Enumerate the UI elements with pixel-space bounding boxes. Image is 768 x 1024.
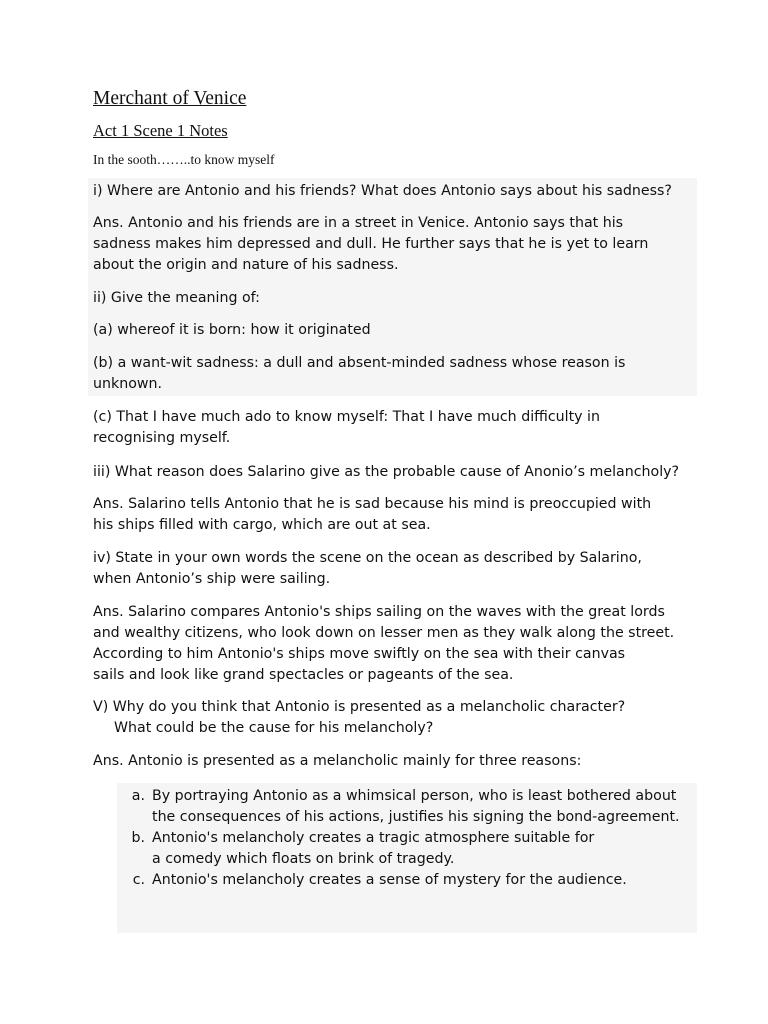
meaning-line: (b) a want-wit sadness: a dull and absent-minded sadness whose reason is (93, 355, 626, 371)
meaning-line: unknown. (93, 376, 162, 392)
page-subtitle: Act 1 Scene 1 Notes (93, 121, 228, 140)
question-line: iv) State in your own words the scene on the ocean as described by Salarino, (93, 550, 642, 566)
question-line: when Antonio’s ship were sailing. (93, 571, 331, 587)
answer-line: Ans. Salarino tells Antonio that he is sad because his mind is preoccupied with (93, 496, 652, 512)
list-item-line: By portraying Antonio as a whimsical person, who is least bothered about (152, 788, 677, 804)
answer-1 (93, 213, 703, 276)
meaning-c (93, 407, 703, 449)
page-title: Merchant of Venice (93, 88, 247, 109)
answer-line: and wealthy citizens, who look down on lesser men as they walk along the street. (93, 625, 675, 641)
meaning-line: recognising myself. (93, 430, 231, 446)
answer-line: Ans. Antonio and his friends are in a street in Venice. Antonio says that his (93, 215, 624, 231)
answer-line: about the origin and nature of his sadness. (93, 257, 399, 273)
answer-line: According to him Antonio's ships move swiftly on the sea with their canvas (93, 646, 626, 662)
list-marker: b. (131, 830, 145, 846)
reasons-list (118, 786, 698, 891)
question-4 (93, 548, 703, 590)
answer-4 (93, 602, 703, 686)
meaning-line: (c) That I have much ado to know myself: That I have much difficulty in (93, 409, 600, 425)
answer-line: sadness makes him depressed and dull. He further says that he is yet to learn (93, 236, 649, 252)
answer-line: sails and look like grand spectacles or pageants of the sea. (93, 667, 514, 683)
passage-range: In the sooth……..to know myself (93, 152, 275, 167)
answer-3 (93, 494, 703, 536)
answer-line: Ans. Salarino compares Antonio's ships sailing on the waves with the great lords (93, 604, 665, 620)
list-item-line: Antonio's melancholy creates a tragic atmosphere suitable for (152, 830, 595, 846)
answer-line: his ships filled with cargo, which are out at sea. (93, 517, 431, 533)
list-marker: a. (131, 788, 145, 804)
question-line: V) Why do you think that Antonio is presented as a melancholic character? (93, 699, 626, 715)
list-item (118, 828, 698, 870)
list-item (118, 870, 698, 891)
meaning-a: (a) whereof it is born: how it originated (93, 322, 371, 338)
list-item-line: a comedy which floats on brink of tragedy. (152, 851, 455, 867)
list-marker: c. (132, 872, 145, 888)
question-2: ii) Give the meaning of: (93, 290, 260, 306)
list-item (118, 786, 698, 828)
answer-5-intro: Ans. Antonio is presented as a melancholic mainly for three reasons: (93, 753, 582, 769)
list-item-line: the consequences of his actions, justifies his signing the bond-agreement. (152, 809, 680, 825)
question-5 (93, 697, 703, 739)
list-item-line: Antonio's melancholy creates a sense of mystery for the audience. (152, 872, 627, 888)
question-1: i) Where are Antonio and his friends? What does Antonio says about his sadness? (93, 183, 672, 199)
question-3: iii) What reason does Salarino give as the probable cause of Anonio’s melancholy? (93, 464, 680, 480)
question-line: What could be the cause for his melancholy? (114, 720, 434, 736)
meaning-b (93, 353, 703, 395)
